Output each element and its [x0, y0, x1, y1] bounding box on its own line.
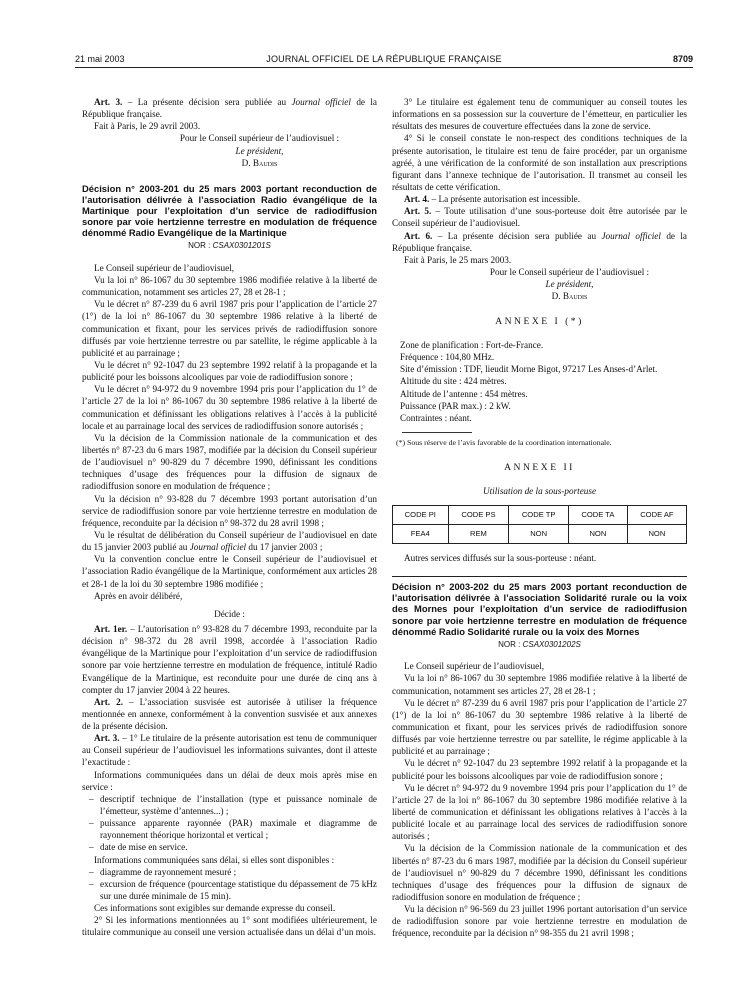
visa-paragraph: Vu la décision n° 96-569 du 23 juillet 1996 portant autorisation d’un service de radiodiffusion sonore par voie hertzienne terrestre en modulation de fréquence, reconduite par la décision n° 98-355 du 21 avril 1998 ; [392, 904, 687, 939]
article-text: – L’association susvisée est autorisée à utiliser la fréquence mentionnée en annexe, conformément à la convention susvisée et aux annexes de la présente décision. [82, 696, 377, 732]
annex-footnote: (*) Sous réserve de l’avis favorable de la coordination internationale. [396, 438, 612, 448]
nor-code: CSAX0301202S [522, 639, 581, 649]
article-text: – L’autorisation n° 93-828 du 7 décembre 1993, reconduite par la décision n° 98-372 du 28 avril 1998, accordée à l’association Radio évangélique de la Martinique pour l’exploitation d’un service de radiodiffusion sonore par voie hertzienne terrestre en modulation de fréquence, intitulé Radio Evangélique de la Martinique, est reconduite pour une durée de cinq ans à compter du 17 janvier 2004 à 22 heures. [82, 623, 377, 695]
signature-role: Le président, [235, 145, 284, 156]
visa-paragraph: Vu la décision de la Commission nationale de la communication et des libertés n° 87-23 du 6 mars 1987, modifiée par la décision du Conseil supérieur de l’audiovisuel n° 90-829 du 7 décembre 1990, définissant les conditions techniques d’usage des fréquences pour la diffusion de signaux de radiodiffusion sonore en modulation de fréquence ; [392, 843, 687, 902]
table-header-cell: CODE PS [448, 506, 509, 525]
article-text: de la République française. [392, 230, 688, 253]
list-item: – excursion de fréquence (pourcentage statistique du dépassement de 75 kHz sur une durée minimale de 15 min). [82, 878, 377, 902]
annex-2-subtitle: Utilisation de la sous-porteuse [482, 485, 597, 496]
article-text: – Toute utilisation d’une sous-porteuse doit être autorisée par le Conseil supérieur de l’audiovisuel. [392, 206, 687, 229]
table-header-cell: CODE AF [627, 506, 686, 525]
info-delai: Informations communiquées dans un délai de deux mois après mise en service : [82, 769, 377, 792]
list-item: – diagramme de rayonnement mesuré ; [82, 866, 377, 878]
journal-officiel-ref: Journal officiel [189, 542, 247, 553]
signature-name: D. Baudis [551, 291, 588, 302]
decision-title: Décision n° 2003-201 du 25 mars 2003 portant reconduction de l’autorisation délivrée à l’association Radio évangélique de la Martinique pour l’exploitation d’un service de radiodiffusion sonore par voie hertzienne terrestre en modulation de fréquence dénommé Radio Evangélique de la Martinique [82, 182, 377, 239]
annex-line: Altitude de l’antenne : 454 mètres. [400, 388, 528, 399]
annex-line: Fréquence : 104,80 MHz. [400, 352, 495, 363]
article-3 [82, 732, 377, 768]
article-label: Art. 5. [404, 206, 432, 217]
point-3-paragraph: 3° Le titulaire est également tenu de communiquer au conseil toutes les informations en sa possession sur la couverture de l’émetteur, en particulier les résultats des mesures de couverture effectuées dans la zone de service. [392, 97, 687, 132]
table-cell: NON [509, 525, 569, 544]
fait-a-paris: Fait à Paris, le 29 avril 2003. [94, 121, 201, 132]
visa-paragraph: Vu la convention conclue entre le Conseil supérieur de l’audiovisuel et l’association Radio évangélique de la Martinique, conformément aux articles 28 et 28-1 de la loi du 30 septembre 1986 modifiée ; [82, 554, 377, 589]
fait-a-paris: Fait à Paris, le 25 mars 2003. [404, 254, 512, 265]
visa-paragraph [82, 529, 377, 553]
article-label: Art. 4. [404, 194, 430, 205]
annex-line: Contraintes : néant. [400, 412, 472, 423]
table-header-cell: CODE TA [569, 506, 628, 525]
article-3-end [82, 96, 377, 120]
visa-paragraph: Vu la décision de la Commission nationale de la communication et des libertés n° 87-23 du 6 mars 1987, modifiée par la décision du Conseil supérieur de l’audiovisuel n° 90-829 du 7 décembre 1990, définissant les conditions techniques d’usage des fréquences pour la diffusion de signaux de radiodiffusion sonore en modulation de fréquence ; [82, 432, 377, 492]
article-4 [392, 193, 687, 205]
info-sans-delai: Informations communiquées sans délai, si elles sont disponibles : [94, 854, 335, 865]
visa-paragraph: Vu le décret n° 87-239 du 6 avril 1987 pris pour l’application de l’article 27 (1°) de la loi n° 86-1067 du 30 septembre 1986 relative à la liberté de communication et fixant, pour les services privés de radiodiffusion sonore diffusés par voie hertzienne terrestre ou par satellite, le régime applicable à la publicité et au parrainage ; [392, 697, 687, 757]
visa-paragraph: Le Conseil supérieur de l’audiovisuel, [94, 262, 235, 273]
left-column [82, 96, 377, 939]
apres-deliberation: Après en avoir délibéré, [94, 590, 183, 601]
annex-1-title: ANNEXE I (*) [495, 316, 584, 328]
article-5 [392, 205, 687, 229]
table-header-cell: CODE TP [509, 506, 569, 525]
visa-paragraph: Le Conseil supérieur de l’audiovisuel, [404, 661, 545, 672]
article-text: de la République française. [82, 97, 378, 120]
journal-officiel-ref: Journal officiel [601, 230, 661, 241]
visa-text: du 17 janvier 2003 ; [246, 542, 323, 553]
right-column [392, 96, 687, 940]
article-1 [82, 623, 377, 696]
signature-for: Pour le Conseil supérieur de l’audiovisuel : [489, 266, 650, 277]
table-header-row [393, 506, 687, 525]
list-item: – date de mise en service. [82, 841, 377, 853]
visa-paragraph: Vu la décision n° 93-828 du 7 décembre 1993 portant autorisation d’un service de radiodiffusion sonore par voie hertzienne terrestre en modulation de fréquence, reconduite par la décision n° 98-372 du 28 avril 1998 ; [82, 493, 377, 528]
nor-code: CSAX0301201S [212, 241, 271, 251]
annex-line: Altitude du site : 424 mètres. [400, 376, 507, 387]
annex-line: Site d’émission : TDF, lieudit Morne Bigot, 97217 Les Anses-d’Arlet. [400, 364, 658, 375]
visa-paragraph: Vu le décret n° 92-1047 du 23 septembre 1992 relatif à la propagande et la publicité pour les boissons alcooliques par voie de radiodiffusion sonore ; [392, 758, 687, 781]
decision-title: Décision n° 2003-202 du 25 mars 2003 portant reconduction de l’autorisation délivrée à l’association Solidarité rurale ou la voix des Mornes pour l’exploitation d’un service de radiodiffusion sonore par voie hertzienne terrestre en modulation de fréquence dénommé Radio Solidarité rurale ou la voix des Mornes [392, 581, 687, 637]
journal-officiel-ref: Journal officiel [291, 97, 351, 107]
visa-text: Vu le résultat de délibération du Conseil supérieur de l’audiovisuel en date du 15 janvier 2003 publié au [82, 529, 377, 553]
article-text: – 1° Le titulaire de la présente autorisation est tenu de communiquer au Conseil supérieur de l’audiovisuel les informations suivantes, dont il atteste l’exactitude : [82, 733, 377, 768]
nor-reference [392, 640, 687, 651]
article-label: Art. 2. [94, 696, 123, 707]
header-page-number: 8709 [672, 54, 693, 64]
article-6 [392, 230, 687, 254]
article-text: – La présente autorisation est incessible. [429, 194, 581, 205]
visa-paragraph: Vu le décret n° 94-972 du 9 novembre 1994 pris pour l’application du 1° de l’article 27 de la loi n° 86-1067 du 30 septembre 1986 modifiée relative à la liberté de communication et définissant les obligations relatives à l’accès à la publicité locale et au parrainage local des services de radiodiffusion sonore autorisés ; [392, 782, 687, 842]
signature-role: Le président, [545, 279, 594, 290]
table-cell: NON [627, 525, 686, 544]
table-header-cell: CODE PI [393, 506, 449, 525]
article-label: Art. 1er. [94, 623, 128, 634]
section-separator [392, 576, 687, 577]
table-cell: REM [448, 525, 509, 544]
article-label: Art. 3. [94, 733, 120, 744]
point-4-paragraph: 4° Si le conseil constate le non-respect des conditions techniques de la présente autorisation, le titulaire est tenu de faire procéder, par un organisme agréé, à une vérification de la conformité de son installation aux prescriptions figurant dans l’annexe technique de l’autorisation. Il transmet au conseil les résultats de cette vérification. [392, 133, 687, 192]
header-journal-title: JOURNAL OFFICIEL DE LA RÉPUBLIQUE FRANÇAISE [266, 54, 502, 64]
annex-line: Zone de planification : Fort-de-France. [400, 340, 544, 351]
exigibles-paragraph: Ces informations sont exigibles sur demande expresse du conseil. [94, 903, 336, 914]
table-cell: NON [569, 525, 628, 544]
table-row [393, 525, 687, 544]
list-item: – descriptif technique de l’installation (type et puissance nominale de l’émetteur, système d’antennes...) ; [82, 793, 377, 817]
visa-paragraph: Vu le décret n° 94-972 du 9 novembre 1994 pris pour l’application du 1° de l’article 27 de la loi n° 86-1067 du 30 septembre 1986 relative à la liberté de communication et définissant les obligations relatives à l’accès à la publicité locale et au parrainage local des services de radiodiffusion sonore autorisés ; [82, 384, 377, 431]
annex-line: Puissance (PAR max.) : 2 kW. [400, 400, 511, 411]
nor-label: NOR : [498, 639, 523, 649]
subcarrier-table [392, 505, 687, 544]
visa-paragraph: Vu la loi n° 86-1067 du 30 septembre 1986 modifiée relative à la liberté de communication, notamment ses articles 27, 28 et 28-1 ; [392, 673, 687, 696]
signature-block [82, 132, 377, 168]
signature-name: D. Baudis [241, 157, 278, 168]
decide-heading: Décide : [214, 608, 245, 619]
list-item: – puissance apparente rayonnée (PAR) maximale et diagramme de rayonnement théorique horizontal et vertical ; [82, 817, 377, 841]
page-header [75, 52, 693, 68]
signature-for: Pour le Conseil supérieur de l’audiovisuel : [179, 133, 340, 144]
article-label: Art. 6. [404, 230, 433, 241]
article-text: – La présente décision sera publiée au [122, 97, 292, 107]
nor-reference [82, 241, 377, 252]
nor-label: NOR : [188, 241, 213, 251]
visa-paragraph: Vu le décret n° 87-239 du 6 avril 1987 pris pour l’application de l’article 27 (1°) de la loi n° 86-1067 du 30 septembre 1986 relative à la liberté de communication et fixant, pour les services privés de radiodiffusion sonore diffusés par voie hertzienne terrestre ou par satellite, le régime applicable à la publicité et au parrainage ; [82, 299, 377, 358]
visa-paragraph: Vu le décret n° 92-1047 du 23 septembre 1992 relatif à la propagande et la publicité pour les boissons alcooliques par voie de radiodiffusion sonore ; [82, 359, 377, 383]
article-label: Art. 3. [94, 97, 123, 107]
annex-2-title: ANNEXE II [504, 462, 575, 474]
header-rule [75, 67, 693, 68]
autres-services: Autres services diffusés sur la sous-porteuse : néant. [404, 553, 597, 564]
footnote-rule [402, 432, 472, 433]
table-cell: FEA4 [393, 525, 449, 544]
article-2 [82, 696, 377, 732]
point-2-paragraph: 2° Si les informations mentionnées au 1° sont modifiées ultérieurement, le titulaire communique au conseil une version actualisée dans un délai d’un mois. [82, 915, 377, 938]
visa-paragraph: Vu la loi n° 86-1067 du 30 septembre 1986 modifiée relative à la liberté de communication, notamment ses articles 27, 28 et 28-1 ; [82, 275, 377, 298]
header-date: 21 mai 2003 [75, 54, 125, 64]
article-text: – La présente décision sera publiée au [432, 230, 602, 241]
signature-block [392, 266, 687, 302]
